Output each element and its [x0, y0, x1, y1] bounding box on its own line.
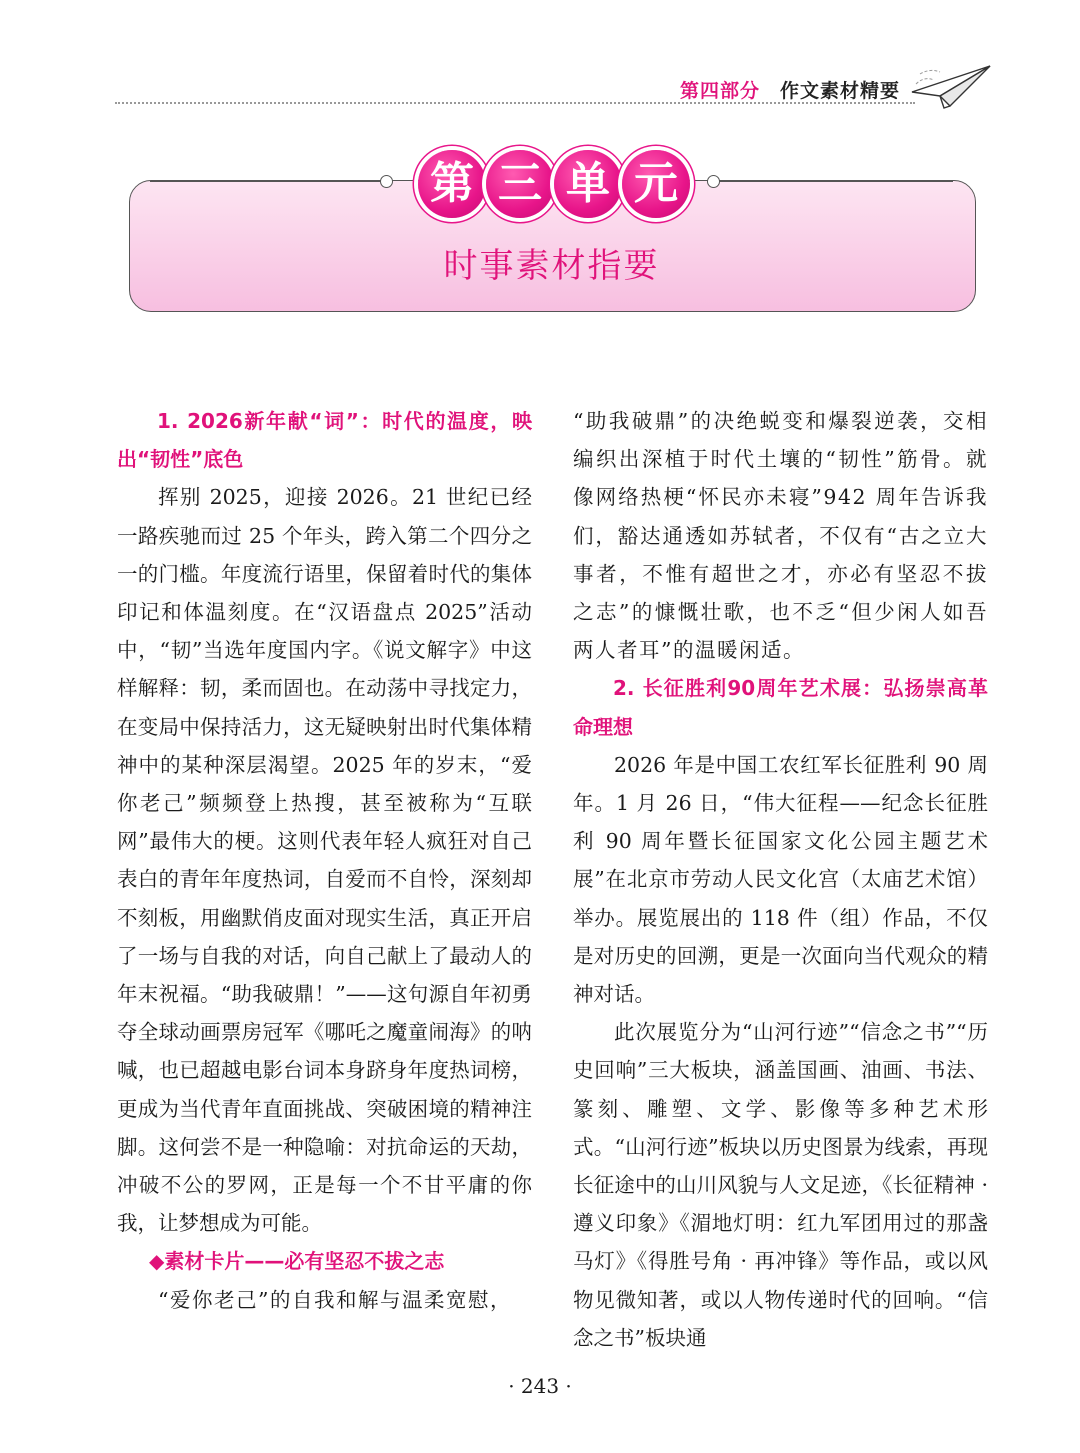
- unit-char-3: 单: [554, 150, 622, 218]
- header-divider: [115, 102, 915, 104]
- paper-plane-icon: [910, 62, 992, 110]
- paragraph-2: 2026 年是中国工农红军长征胜利 90 周年。1 月 26 日，“伟大征程——纪念长征胜利 90 周年暨长征国家文化公园主题艺术展”在北京市劳动人民文化宫（太庙艺术馆）举办。展览展出的 118 件（组）作品，不仅是对历史的回溯，更是一次面向当代观众的精神对话。: [573, 752, 988, 1007]
- banner-top-line-left: [150, 181, 385, 182]
- header-title: 作文素材精要: [780, 80, 901, 102]
- unit-char-4: 元: [622, 150, 690, 218]
- unit-char-1: 第: [418, 150, 486, 218]
- header-part-label: 第四部分: [680, 80, 761, 102]
- banner-top-line-right: [718, 181, 953, 182]
- right-column: [573, 402, 988, 1357]
- material-card-title: ◆素材卡片——必有坚忍不拔之志: [149, 1249, 445, 1274]
- page-number: · 243 ·: [508, 1374, 572, 1398]
- unit-char-2: 三: [486, 150, 554, 218]
- left-column: [117, 402, 532, 1319]
- material-card-text-start: “爱你老己”的自我和解与温柔宽慰，: [158, 1287, 512, 1312]
- banner-dot-right: [707, 175, 720, 188]
- banner-dot-left: [380, 175, 393, 188]
- material-card-text-cont: “助我破鼎”的决绝蜕变和爆裂逆袭，交相编织出深植于时代土壤的“韧性”筋骨。就像网络热梗“怀民亦未寝”942 周年告诉我们，豁达通透如苏轼者，不仅有“古之立大事者，不惟有超世之才，亦必有坚忍不拔之志”的慷慨壮歌，也不乏“但少闲人如吾两人者耳”的温暖闲适。: [573, 409, 988, 663]
- paragraph-1: 挥别 2025，迎接 2026。21 世纪已经一路疾驰而过 25 个年头，跨入第二个四分之一的门槛。年度流行语里，保留着时代的集体印记和体温刻度。在“汉语盘点 2025”活动中，“韧”当选年度国内字。《说文解字》中这样解释：韧，柔而固也。在动荡中寻找定力，在变局中保持活力，这无疑映射出时代集体精神中的某种深层渴望。2025 年的岁末，“爱你老己”频频登上热搜，甚至被称为“互联网”最伟大的梗。这则代表年轻人疯狂对自己表白的青年年度热词，自爱而不自怜，深刻却不刻板，用幽默俏皮面对现实生活，真正开启了一场与自我的对话，向自己献上了最动人的年末祝福。“助我破鼎！”——这句源自年初勇夺全球动画票房冠军《哪吒之魔童闹海》的呐喊，也已超越电影台词本身跻身年度热词榜，更成为当代青年直面挑战、突破困境的精神注脚。这何尝不是一种隐喻：对抗命运的天劫，冲破不公的罗网，正是每一个不甘平庸的你我，让梦想成为可能。: [117, 485, 532, 1236]
- section-heading-1: 1. 2026新年献“词”：时代的温度，映出“韧性”底色: [117, 409, 532, 472]
- paragraph-3: 此次展览分为“山河行迹”“信念之书”“历史回响”三大板块，涵盖国画、油画、书法、篆刻、雕塑、文学、影像等多种艺术形式。“山河行迹”板块以历史图景为线索，再现长征途中的山川风貌与人文足迹，《长征精神 · 遵义印象》《湄地灯明：红九军团用过的那盏马灯》《得胜号角 · 再冲锋》等作品，或以风物见微知著，或以人物传递时代的回响。“信念之书”板块通: [573, 1020, 988, 1350]
- section-heading-2: 2. 长征胜利90周年艺术展：弘扬崇高革命理想: [573, 676, 988, 739]
- unit-subtitle: 时事素材指要: [443, 246, 660, 286]
